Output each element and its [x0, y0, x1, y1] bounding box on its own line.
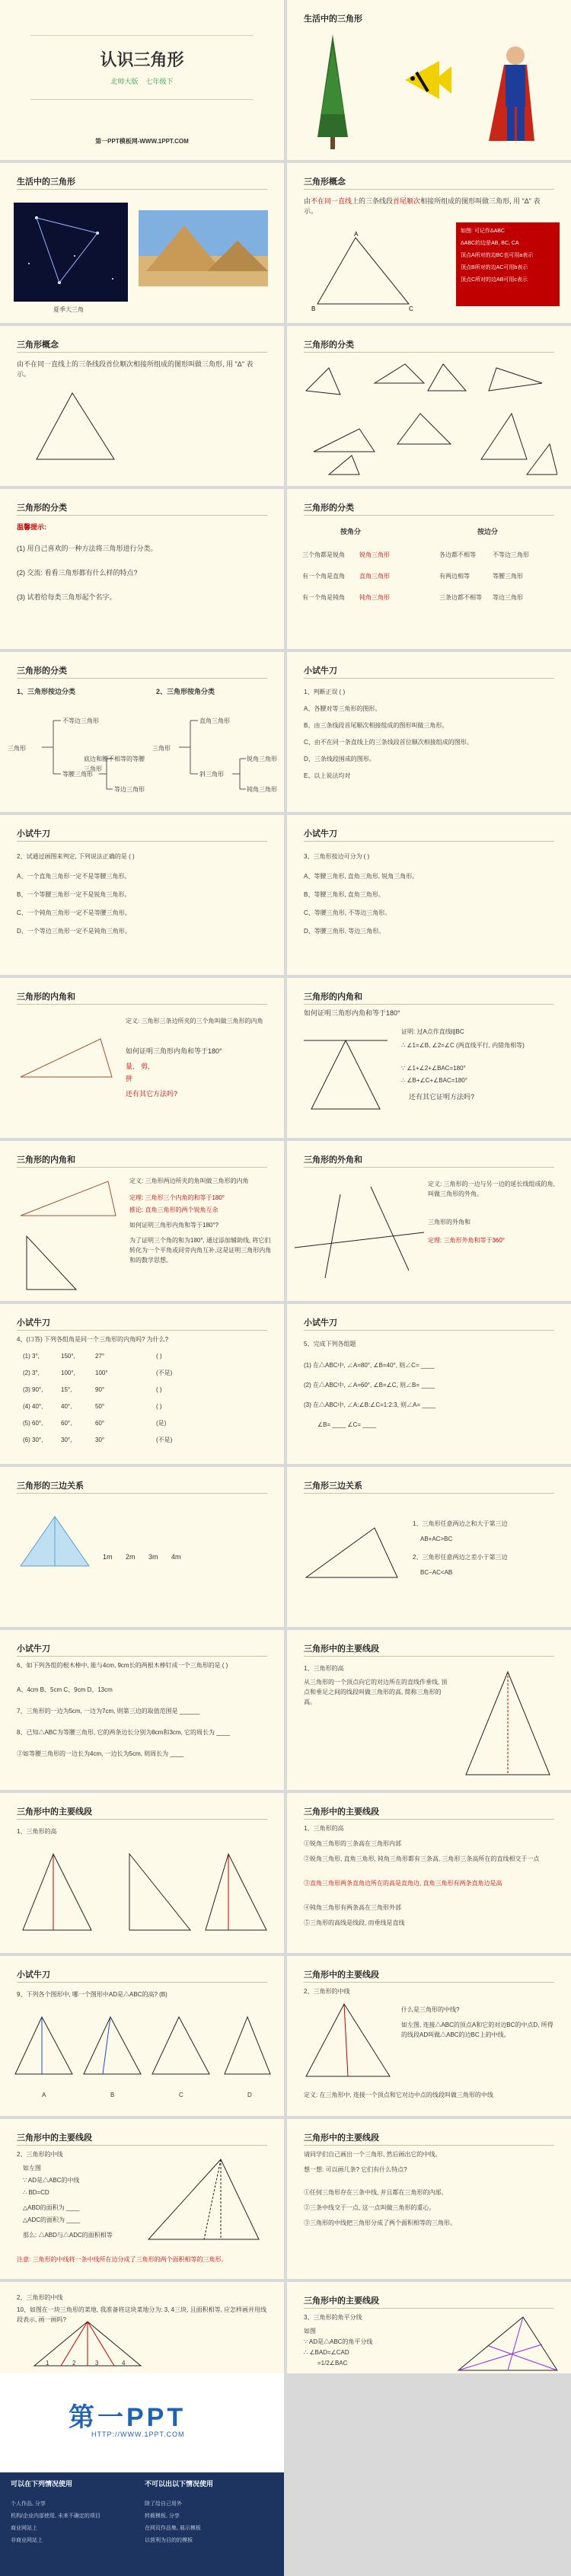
note-text: 为了证明三个角的和为180°, 通过添加辅助线, 将它们转化为一个平角或同旁内角互补,这是证明三角形内角和的数学思想。	[129, 1237, 272, 1264]
slide-title: 三角形的外角和	[304, 1155, 362, 1165]
quiz-question: 10、如图在一块三角形的菜地, 我准备将这块菜地分为: 3, 4三块, 且面积相等, 应怎样画并用线段表示, 画一画吗?	[17, 2306, 267, 2323]
rule-formula: BC−AC<AB	[420, 1569, 453, 1576]
quiz-item: ∠B= ____ ∠C= ____	[317, 1421, 377, 1428]
quiz-question: 6、如下列各组的根木棒中, 能与4cm, 9cm长的两根木棒钉成一个三角形的是 ( )	[17, 1662, 228, 1669]
proof-line: 如图	[304, 2328, 316, 2335]
slide-cover[interactable]	[0, 0, 284, 160]
quiz-option[interactable]: D、等腰三角形, 等边三角形。	[304, 928, 385, 935]
quiz-option[interactable]: A、各腰对等三角形的图形。	[304, 705, 381, 712]
triangle-abc	[310, 232, 416, 315]
slide-title: 三角形中的主要线段	[17, 2133, 92, 2143]
slide-title: 三角形中的主要线段	[304, 1970, 379, 1980]
slide-median-1[interactable]	[287, 1956, 571, 2116]
slide-title: 三角形概念	[17, 340, 59, 350]
proof-step: ∴ ∠1=∠B, ∠2=∠C (两直线平行, 内错角相等)	[401, 1042, 525, 1049]
activity-text: 请同学们自己画出一个三角形, 然后画出它的中线。	[304, 2151, 442, 2158]
hint-label: 温馨提示:	[17, 523, 46, 531]
slide-quiz-3[interactable]	[287, 815, 571, 975]
section-heading: 1、三角形的高	[304, 1665, 344, 1672]
cover-grade: 七年级下	[145, 78, 174, 85]
length-label: 2m	[126, 1553, 136, 1561]
definition-text: 定义: 三角形三条边所夹的三个角叫做三角形的内角	[126, 1018, 263, 1024]
quiz-item: (1) 在△ABC中, ∠A=80°, ∠B=40°, 则∠C= ____	[304, 1362, 435, 1369]
proof-line: 如左图	[23, 2165, 41, 2172]
option-label[interactable]: A	[42, 2092, 46, 2098]
point-text: ⑤三角形的高线是线段, 而垂线是直线	[304, 1919, 405, 1926]
tent-image	[17, 1513, 93, 1574]
slide-title: 生活中的三角形	[17, 177, 75, 187]
footer-banner	[0, 2373, 284, 2576]
slide-concept-1[interactable]	[287, 163, 571, 323]
question-text: 如何证明三角形内角和等于180°?	[129, 1222, 219, 1229]
quiz-option[interactable]: A、等腰三角形, 直角三角形, 锐角三角形。	[304, 873, 419, 880]
other-proof: 还有其它证明方法吗?	[409, 1093, 475, 1101]
option-label[interactable]: D	[247, 2092, 252, 2098]
slide-concept-2[interactable]	[0, 326, 284, 486]
definition-text: 定义: 三角形两边所夹的角叫做三角形的内角	[129, 1178, 249, 1184]
definition-text: 定义: 三角形的一边与另一边的延长线组成的角, 叫做三角形的外角。	[428, 1181, 555, 1197]
quiz-option[interactable]: B、等腰三角形, 直角三角形。	[304, 891, 384, 898]
slide-title: 三角形的分类	[17, 503, 67, 513]
col-by-angle: 按角分	[340, 528, 362, 535]
quiz-option[interactable]: C、由不在同一条直线上的三条线段首位顺次相接组成的图形。	[304, 739, 473, 746]
median-diagram	[302, 2000, 394, 2084]
quiz-question: ②如等腰三角形的一边长为4cm, 一边长为5cm, 则周长为 ____	[17, 1750, 184, 1757]
triangles-set	[298, 360, 557, 478]
quiz-question: 9、下列各个图形中, 哪一个图形中AD是△ABC的高? (B)	[17, 1991, 167, 1998]
slide-title: 三角形中的主要线段	[304, 2133, 379, 2143]
cover-edition: 北师大版	[110, 78, 139, 85]
question-text: 什么是三角形的中线?	[401, 2006, 460, 2013]
point-text: ④钝角三角形有两条高在三角形外部	[304, 1904, 401, 1911]
proof-line: ∵ AD是△ABC的角平分线	[304, 2338, 373, 2345]
explanation-text: 如左图, 连接△ABC的顶点A和它的对边BC的中点D, 所得的线段AD叫做△ABC的边BC上的中线。	[401, 2021, 553, 2038]
disallowed-item: 转载模板, 分享	[145, 2514, 180, 2519]
slide-life-2[interactable]	[0, 163, 284, 323]
region-label: 2	[72, 2360, 76, 2367]
length-label: 3m	[148, 1553, 158, 1561]
slide-angle-sum-1[interactable]	[0, 978, 284, 1138]
allowed-heading: 可以在下列情况使用	[11, 2480, 73, 2488]
slide-title: 三角形三边关系	[304, 1481, 362, 1491]
point-text: ③直角三角形两条直角边所在的高是直角边, 直角三角形有两条直角边是高	[304, 1880, 502, 1887]
theorem-text: 定理: 三角形三个内角的和等于180°	[129, 1194, 225, 1201]
region-label: 1	[46, 2360, 49, 2367]
rule-text: 1、三角形任意两边之和大于第三边	[413, 1520, 508, 1527]
slide-title: 小试牛刀	[304, 829, 337, 839]
brand-url[interactable]: HTTP://WWW.1PPT.COM	[91, 2431, 185, 2438]
pyramid-image	[139, 210, 268, 286]
section-heading: 2、三角形的中线	[304, 1988, 350, 1995]
other-method: 还有其它方法吗?	[126, 1090, 178, 1098]
slide-life-1[interactable]	[287, 0, 571, 160]
slide-classify-2[interactable]	[0, 489, 284, 649]
concept-box: 如图: 可记作ΔABC ΔABC的边是AB, BC, CA 顶点A所对的边BC也可用a表示 顶点B所对的边AC可用b表示 顶点C所对的边AB可用c表示	[456, 222, 560, 306]
slide-title: 三角形中的主要线段	[17, 1807, 92, 1817]
tree1-leaf: 底边和腰不相等的等腰三角形	[84, 756, 145, 772]
proof-line: 那么: △ABD与△ADC的面积相等	[23, 2232, 113, 2239]
rule-text: 2、三角形任意两边之差小于第三边	[413, 1554, 508, 1561]
superhero-image	[481, 34, 550, 149]
hint-item-3: (3) 试着给每类三角形起个名字。	[17, 593, 116, 601]
proof-step: ∵ ∠1+∠2+∠BAC=180°	[401, 1065, 466, 1072]
slide-bisector[interactable]	[287, 2282, 571, 2373]
tree1-node: 等腰三角形	[62, 771, 93, 778]
slide-exterior-angle[interactable]	[287, 1141, 571, 1301]
hint-item-2: (2) 交流: 看看三角形都有什么样的特点?	[17, 569, 138, 577]
star-triangle-image	[14, 203, 128, 302]
point-text: ③三角形的中线把三角形分成了两个面积相等的三角形。	[304, 2220, 456, 2226]
option-label[interactable]: B	[110, 2092, 115, 2098]
slide-median-3[interactable]	[287, 2119, 571, 2279]
quiz-option[interactable]: C、等腰三角形, 不等边三角形。	[304, 909, 391, 916]
tree2-leaf: 锐角三角形	[247, 756, 277, 762]
slide-quiz-1[interactable]	[287, 652, 571, 812]
method-measure: 量,	[126, 1063, 135, 1070]
slide-title: 小试牛刀	[17, 1970, 50, 1980]
tree2-node: 直角三角形	[199, 718, 230, 724]
slide-median-4[interactable]	[0, 2282, 284, 2373]
disallowed-item: 除了给自己用外	[145, 2501, 182, 2507]
quiz-item: (2) 在△ABC中, ∠A=60°, ∠B=∠C, 则∠B= ____	[304, 1382, 435, 1389]
definition-text: 定义: 在三角形中, 连接一个顶点和它对边中点的线段叫做三角形的中线	[304, 2092, 493, 2098]
slide-median-2[interactable]	[0, 2119, 284, 2279]
slide-title: 三角形的内角和	[17, 1155, 75, 1165]
quiz-question: 3、三角形按边可分为 ( )	[304, 853, 370, 860]
proof-line: ∴ ∠BAD=∠CAD	[304, 2349, 349, 2356]
slide-classify-1[interactable]	[287, 326, 571, 486]
slide-title: 小试牛刀	[304, 666, 337, 676]
subheading: 三角形的外角和	[428, 1219, 471, 1226]
definition-text: 从三角形的一个顶点向它的对边所在的直线作垂线, 顶点和垂足之间的线段叫做三角形的高, 简称三角形的高。	[304, 1679, 448, 1705]
slide-title: 三角形中的主要线段	[304, 1644, 379, 1654]
slide-title: 三角形中的主要线段	[304, 2296, 379, 2306]
quiz-question: 7、三角形的一边为5cm, 一边为7cm, 则第三边的取值范围是 ______	[17, 1708, 200, 1715]
option-label[interactable]: C	[179, 2092, 183, 2098]
quiz-option[interactable]: B、由三条线段首尾顺次相接组成的图形叫做三角形。	[304, 722, 448, 729]
point-text: ①锐角三角形的三条高在三角形内部	[304, 1840, 401, 1847]
tree1-node: 不等边三角形	[62, 718, 99, 724]
slide-sides-2[interactable]	[287, 1467, 571, 1627]
slide-title: 小试牛刀	[304, 1318, 337, 1328]
theorem-text: 定理: 三角形外角和等于360°	[428, 1237, 505, 1244]
quiz-option[interactable]: D、一个等边三角形一定不是钝角三角形。	[17, 928, 131, 935]
tree2-leaf: 钝角三角形	[247, 786, 277, 793]
allowed-item: 非商业网站上	[11, 2538, 43, 2543]
activity-text: 想一想: 可以画几条? 它们有什么特点?	[304, 2166, 407, 2173]
slide-title: 生活中的三角形	[304, 14, 362, 24]
section-heading: 3、三角形的角平分线	[304, 2314, 362, 2321]
quiz-option[interactable]: A、一个直角三角形一定不是等腰三角形。	[17, 873, 131, 880]
disallowed-item: 以营利为目的的模板	[145, 2538, 193, 2543]
concept-text: 由不在同一直线上的三条线段首位顺次相接所组成的图形叫做三角形, 用 "Δ" 表示。	[17, 360, 254, 378]
bisector-diagram	[455, 2316, 561, 2372]
slide-quiz-4[interactable]: 小试牛刀 4、(口答) 下列各组角是同一个三角形的内角吗? 为什么? (1) 3°, 150°, 27° ( ) (2) 3°, 100°, 100° (不是) (3) 90°, 15°, 90° ( ) (4) 40°, 40°, 50° ( ) (5) 60°, 60°, 60° (是) (6) 30°, 30°, 30° (不是)	[0, 1304, 284, 1464]
proof-line: ∴ BD=CD	[23, 2189, 49, 2196]
region-label: 3	[95, 2360, 99, 2367]
section-heading: 2、三角形的中线	[17, 2294, 63, 2301]
altitude-diagrams	[15, 1846, 274, 1945]
corollary-text: 推论: 直角三角形的两个锐角互余	[129, 1207, 219, 1213]
quiz-question: 5、完成下列各组题	[304, 1341, 356, 1347]
section-heading: 1、三角形的高	[17, 1828, 57, 1835]
slide-title: 三角形的内角和	[304, 992, 362, 1002]
tree1-heading: 1、三角形按边分类	[17, 688, 76, 695]
allowed-item: 机构/企业内部使用, 未来不确定的项目	[11, 2514, 100, 2519]
concept-definition: 由不在同一直线上的三条线段首尾顺次相接所组成的图形叫做三角形, 用 "Δ" 表示。	[304, 197, 541, 215]
slide-quiz-2[interactable]	[0, 815, 284, 975]
quiz-option[interactable]: C、一个钝角三角形一定不是等腰三角形。	[17, 909, 131, 916]
slide-classify-4[interactable]	[0, 652, 284, 812]
slide-title: 小试牛刀	[17, 829, 50, 839]
fish-image	[401, 57, 455, 103]
slide-quiz-6[interactable]	[0, 1630, 284, 1790]
proof-line: △ABD的面积为 ____	[23, 2204, 80, 2211]
method-cut: 剪,	[141, 1063, 150, 1070]
tree1-leaf: 等边三角形	[114, 786, 145, 793]
proof-line: =1/2∠BAC	[317, 2360, 348, 2367]
allowed-item: 个人作品, 分享	[11, 2501, 46, 2507]
brand-logo: 第一PPT	[69, 2403, 187, 2432]
slide-lines-2[interactable]	[0, 1793, 284, 1953]
slide-title: 三角形的分类	[304, 503, 354, 513]
slide-lines-3[interactable]	[287, 1793, 571, 1953]
proof-step: ∴ ∠B+∠C+∠BAC=180°	[401, 1077, 467, 1084]
tree-image	[310, 30, 356, 152]
proof-line: ∵ AD是△ABC的中线	[23, 2177, 80, 2184]
proof-line: △ADC的面积为 ____	[23, 2216, 81, 2223]
tree1-root: 三角形	[8, 745, 26, 752]
cover-site: 第一PPT模板网-WWW.1PPT.COM	[95, 138, 189, 145]
slide-title: 三角形的分类	[17, 666, 67, 676]
section-heading: 1、三角形的高	[304, 1825, 344, 1832]
section-heading: 2、三角形的中线	[17, 2151, 63, 2158]
hint-item-1: (1) 用自己喜欢的一种方法将三角形进行分类。	[17, 545, 158, 552]
quiz-option[interactable]: B、一个等腰三角形一定不是锐角三角形。	[17, 891, 131, 898]
triangle-image	[30, 387, 122, 471]
slide-angle-sum-3[interactable]	[0, 1141, 284, 1301]
proof-step: 证明: 过A点作直线l∥BC	[401, 1028, 464, 1035]
point-text: ②三条中线交于一点, 这一点叫做三角形的重心。	[304, 2204, 435, 2211]
length-label: 1m	[103, 1553, 113, 1561]
cover-title: 认识三角形	[100, 50, 184, 69]
slide-title: 三角形的分类	[304, 340, 354, 350]
quiz-option[interactable]: E、以上说法均对	[304, 772, 351, 779]
quiz-question: 8、已知△ABC为等腰三角形, 它的两条边长分别为8cm和3cm, 它的周长为 ____	[17, 1729, 231, 1736]
region-label: 4	[122, 2360, 126, 2367]
slide-title: 小试牛刀	[17, 1318, 50, 1328]
tree2-root: 三角形	[152, 745, 171, 752]
slide-title: 三角形概念	[304, 177, 346, 187]
proof-diagram	[304, 1025, 388, 1117]
right-triangle-image	[23, 1232, 84, 1293]
slide-angle-sum-2[interactable]	[287, 978, 571, 1138]
quiz-question: 2、试通过画图来判定, 下列说法正确的是 ( )	[17, 853, 135, 860]
question-text: 如何证明三角形内角和等于180°	[304, 1009, 400, 1017]
slide-classify-3[interactable]: 三角形的分类 按角分 按边分 三个角都是锐角 锐角三角形 各边都不相等 不等边三角形 有一个角是直角 直角三角形 有两边相等 等腰三角形 有一个角是钝角 钝角三角形 三条边都不相等 等边三角形	[287, 489, 571, 649]
disallowed-heading: 不可以出以下情况使用	[145, 2480, 214, 2488]
slide-title: 小试牛刀	[17, 1644, 50, 1654]
triangle-abc	[298, 1520, 405, 1589]
slide-title: 三角形的内角和	[17, 992, 75, 1002]
svg-text:B: B	[311, 305, 316, 312]
question-text: 如何证明三角形内角和等于180°	[126, 1047, 222, 1055]
quiz-question: 1、判断正误 ( )	[304, 689, 346, 695]
svg-text:C: C	[409, 305, 413, 312]
quiz-item: (3) 在△ABC中, ∠A:∠B:∠C=1:2:3, 则∠A= ____	[304, 1401, 436, 1408]
method-join: 拼	[126, 1075, 133, 1082]
slide-title: 三角形的三边关系	[17, 1481, 84, 1491]
svg-text:A: A	[354, 232, 359, 238]
triangle-image	[17, 1024, 116, 1092]
slide-lines-1[interactable]	[287, 1630, 571, 1790]
quiz-question: 4、(口答) 下列各组角是同一个三角形的内角吗? 为什么?	[17, 1336, 169, 1343]
triangle-image	[17, 1178, 123, 1223]
rule-formula: AB+AC>BC	[420, 1536, 453, 1542]
altitude-diagram	[458, 1668, 557, 1782]
quiz-option[interactable]: D、三条线段围成的图形。	[304, 756, 375, 762]
note-text: 注意: 三角形的中线将一条中线所在边分成了三角形的两个面积相等的三角形。	[17, 2256, 228, 2263]
median-diagram	[145, 2156, 266, 2247]
slide-quiz-7[interactable]	[0, 1956, 284, 2116]
col-by-side: 按边分	[477, 528, 499, 535]
exterior-diagram	[295, 1187, 424, 1278]
slide-title: 三角形中的主要线段	[304, 1807, 379, 1817]
slide-sides-1[interactable]	[0, 1467, 284, 1627]
allowed-item: 商业网站上	[11, 2526, 37, 2531]
slide-quiz-5[interactable]	[287, 1304, 571, 1464]
tree2-node: 斜三角形	[199, 771, 224, 778]
option-diagrams	[11, 2009, 274, 2085]
length-label: 4m	[171, 1553, 181, 1561]
quiz-options[interactable]: A、4cm B、5cm C、9cm D、13cm	[17, 1686, 113, 1693]
disallowed-item: 在网页作品集, 展示模板	[145, 2526, 201, 2531]
star-caption: 夏季大三角	[53, 306, 84, 313]
point-text: ①任何三角形存在三条中线, 并且都在三角形的内部。	[304, 2189, 448, 2196]
tree2-heading: 2、三角形按角分类	[156, 688, 215, 695]
point-text: ②锐角三角形, 直角三角形, 钝角三角形都有三条高, 三角形三条高所在的直线相交于一点	[304, 1855, 540, 1862]
